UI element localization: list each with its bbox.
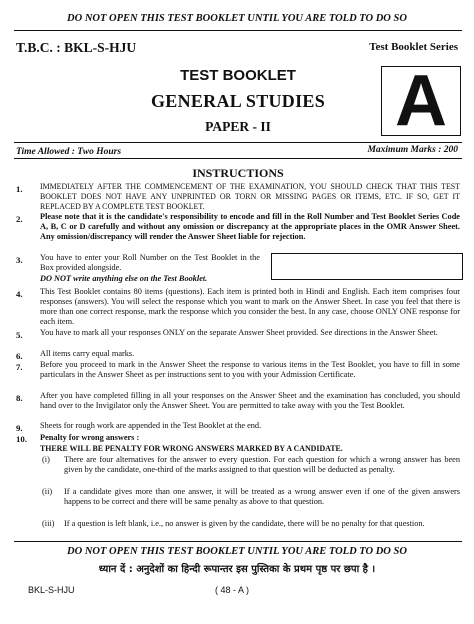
- time-allowed: Time Allowed : Two Hours: [16, 147, 122, 157]
- penalty-num: (i): [42, 455, 50, 464]
- subject-title: GENERAL STUDIES: [150, 91, 326, 111]
- page-number: ( 48 - A ): [215, 585, 250, 595]
- item-number: 7.: [16, 362, 23, 372]
- item-number: 2.: [16, 214, 23, 224]
- time-rule: [14, 158, 462, 159]
- penalty-item: If a candidate gives more than one answer, it will be treated as a wrong answer even if one of the given answers happens to be correct and there will be same penalty as above to that question.: [64, 487, 460, 506]
- instruction-item: After you have completed filling in all your responses on the Answer Sheet and the examination has concluded, you should hand over to the Invigilator only the Answer Sheet. You are permitted to take away with you the Test Booklet.: [40, 391, 460, 410]
- penalty-item: If a question is left blank, i.e., no answer is given by the candidate, there will be no penalty for that question.: [64, 519, 425, 528]
- paper-title: PAPER - II: [205, 119, 271, 134]
- header-rule: [14, 142, 462, 143]
- penalty-num: (ii): [42, 487, 53, 496]
- instruction-item: All items carry equal marks.: [40, 349, 135, 358]
- series-letter-box: [381, 61, 461, 141]
- item-number: 6.: [16, 351, 23, 361]
- item-number: 8.: [16, 393, 23, 403]
- top-warning: DO NOT OPEN THIS TEST BOOKLET UNTIL YOU ARE TOLD TO DO SO: [67, 13, 407, 24]
- item-number: 9.: [16, 423, 23, 433]
- max-marks: Maximum Marks : 200: [367, 145, 458, 155]
- item-number: 1.: [16, 184, 23, 194]
- bottom-warning: DO NOT OPEN THIS TEST BOOKLET UNTIL YOU ARE TOLD TO DO SO: [67, 546, 407, 557]
- instruction-item: Before you proceed to mark in the Answer Sheet the response to various items in the Test Booklet, you have to fill in some particulars in the Answer Sheet as per instructions sent to you with your Admission Certificate.: [40, 360, 460, 379]
- instruction-item: DO NOT write anything else on the Test Booklet.: [40, 274, 208, 283]
- penalty-subheading: THERE WILL BE PENALTY FOR WRONG ANSWERS MARKED BY A CANDIDATE.: [40, 444, 343, 453]
- top-rule: [14, 30, 462, 31]
- instruction-item: This Test Booklet contains 80 items (questions). Each item is printed both in Hindi and English. Each item comprises four responses (answers). You will select the response which you want to mark on the Answer Sheet. In case you feel that there is more than one correct response, mark the response which you consider the best. In any case, choose ONLY ONE response for each item.: [40, 287, 460, 326]
- instruction-item: Sheets for rough work are appended in the Test Booklet at the end.: [40, 421, 262, 430]
- bottom-rule: [14, 541, 462, 542]
- item-number: 4.: [16, 289, 23, 299]
- roll-number-box[interactable]: [271, 253, 463, 280]
- series-label: Test Booklet Series: [369, 41, 458, 53]
- series-letter: A: [395, 61, 447, 141]
- item-number: 5.: [16, 330, 23, 340]
- instructions-title: INSTRUCTIONS: [192, 166, 284, 180]
- instruction-item: IMMEDIATELY AFTER THE COMMENCEMENT OF THE EXAMINATION, YOU SHOULD CHECK THAT THIS TEST BOOKLET DOES NOT HAVE ANY UNPRINTED OR TORN OR MISSING PAGES OR ITEMS, ETC. IF SO, GET IT REPLACED BY A COMPLETE TEST BOOKLET.: [40, 182, 460, 211]
- instruction-item: You have to enter your Roll Number on the Test Booklet in the Box provided alongside.: [40, 253, 260, 272]
- booklet-code: BKL-S-HJU: [28, 585, 75, 595]
- tbc-code: T.B.C. : BKL-S-HJU: [16, 40, 137, 55]
- booklet-title: TEST BOOKLET: [180, 67, 296, 84]
- penalty-heading: Penalty for wrong answers :: [40, 433, 140, 442]
- item-number: 3.: [16, 255, 23, 265]
- penalty-item: There are four alternatives for the answer to every question. For each question for which a wrong answer has been given by the candidate, one-third of the marks assigned to that question will be deducted as penalty.: [64, 455, 460, 474]
- penalty-num: (iii): [42, 519, 55, 528]
- instruction-item: Please note that it is the candidate's responsibility to encode and fill in the Roll Number and Test Booklet Series Code A, B, C or D carefully and without any omission or discrepancy at the appropriate places in the OMR Answer Sheet. Any omission/discrepancy will render the Answer Sheet liable for rejection.: [40, 212, 460, 241]
- hindi-note: ध्यान दें : अनुदेशों का हिन्दी रूपान्तर इस पुस्तिका के प्रथम पृष्ठ पर छपा है ।: [98, 564, 376, 575]
- instruction-item: You have to mark all your responses ONLY on the separate Answer Sheet provided. See directions in the Answer Sheet.: [40, 328, 438, 337]
- item-number: 10.: [16, 434, 27, 444]
